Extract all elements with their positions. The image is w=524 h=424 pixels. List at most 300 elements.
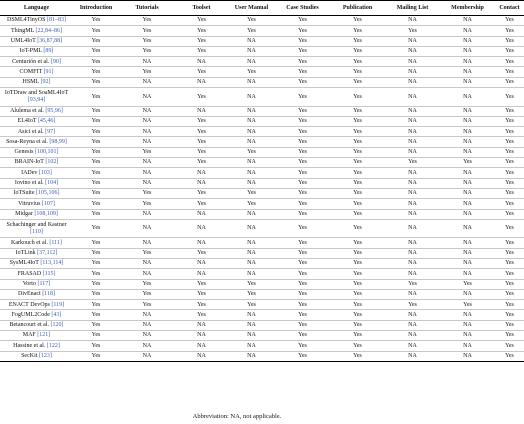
value-cell: NA — [119, 238, 175, 248]
value-cell: NA — [119, 219, 175, 238]
value-cell: NA — [385, 88, 440, 107]
value-cell: Yes — [495, 137, 524, 147]
value-cell: NA — [228, 158, 275, 168]
table-row — [0, 238, 524, 248]
value-cell: NA — [385, 178, 440, 188]
value-cell: Yes — [175, 279, 228, 289]
value-cell: Yes — [330, 26, 385, 36]
value-cell: NA — [385, 77, 440, 87]
value-cell: NA — [440, 341, 495, 351]
value-cell: Yes — [275, 137, 330, 147]
language-cell — [0, 238, 73, 248]
table-row — [0, 147, 524, 157]
language-cell — [0, 320, 73, 330]
language-cell — [0, 67, 73, 77]
table-row — [0, 16, 524, 26]
value-cell: Yes — [440, 158, 495, 168]
value-cell: NA — [385, 46, 440, 56]
value-cell: Yes — [495, 341, 524, 351]
table-row — [0, 209, 524, 219]
value-cell: Yes — [330, 36, 385, 46]
value-cell: NA — [228, 88, 275, 107]
language-name: IoTLink — [15, 250, 36, 257]
citation-link[interactable]: [98,99] — [49, 138, 67, 145]
value-cell: Yes — [228, 26, 275, 36]
language-cell — [0, 116, 73, 126]
value-cell: NA — [440, 168, 495, 178]
value-cell: NA — [119, 209, 175, 219]
value-cell: Yes — [495, 88, 524, 107]
value-cell: NA — [228, 77, 275, 87]
table-row — [0, 46, 524, 56]
language-name: ThingML — [10, 27, 35, 34]
language-cell — [0, 127, 73, 137]
value-cell: Yes — [175, 158, 228, 168]
value-cell: NA — [440, 67, 495, 77]
value-cell: NA — [228, 320, 275, 330]
value-cell: Yes — [119, 36, 175, 46]
value-cell: Yes — [495, 351, 524, 361]
value-cell: NA — [175, 238, 228, 248]
table-footnote: Abbreviation: NA, not applicable. — [192, 413, 282, 420]
value-cell: Yes — [73, 289, 119, 299]
language-name: FRASAD — [17, 270, 42, 277]
language-cell — [0, 341, 73, 351]
value-cell: Yes — [330, 310, 385, 320]
value-cell: NA — [228, 238, 275, 248]
value-cell: NA — [119, 320, 175, 330]
value-cell: Yes — [73, 116, 119, 126]
value-cell: NA — [228, 269, 275, 279]
language-cell — [0, 88, 73, 107]
value-cell: Yes — [330, 289, 385, 299]
citation-link[interactable]: [97] — [45, 128, 56, 135]
value-cell: Yes — [330, 248, 385, 258]
value-cell: Yes — [495, 67, 524, 77]
value-cell: Yes — [330, 147, 385, 157]
language-name: ENACT DevOps — [8, 301, 50, 308]
value-cell: Yes — [330, 116, 385, 126]
value-cell: Yes — [385, 300, 440, 310]
header-language: Language — [0, 1, 73, 16]
value-cell: Yes — [275, 258, 330, 268]
table-row — [0, 26, 524, 36]
value-cell: Yes — [330, 106, 385, 116]
value-cell: Yes — [175, 127, 228, 137]
citation-link[interactable]: [122] — [46, 342, 60, 349]
value-cell: NA — [440, 351, 495, 361]
language-name: SysML4IoT — [9, 260, 39, 267]
value-cell: Yes — [275, 16, 330, 26]
language-cell — [0, 331, 73, 341]
value-cell: Yes — [119, 188, 175, 198]
value-cell: Yes — [385, 279, 440, 289]
value-cell: NA — [440, 137, 495, 147]
value-cell: NA — [440, 238, 495, 248]
language-cell — [0, 77, 73, 87]
language-name: Vitruvius — [18, 200, 41, 207]
table-row — [0, 77, 524, 87]
value-cell: Yes — [73, 341, 119, 351]
value-cell: Yes — [495, 116, 524, 126]
value-cell: NA — [440, 127, 495, 137]
value-cell: Yes — [330, 238, 385, 248]
value-cell: NA — [385, 16, 440, 26]
value-cell: Yes — [440, 279, 495, 289]
value-cell: Yes — [275, 320, 330, 330]
value-cell: Yes — [275, 158, 330, 168]
table-row — [0, 331, 524, 341]
language-cell — [0, 248, 73, 258]
language-name: IoTDraw and SoaML4IoT — [4, 90, 69, 97]
value-cell: NA — [228, 248, 275, 258]
value-cell: NA — [175, 77, 228, 87]
value-cell: Yes — [73, 238, 119, 248]
value-cell: NA — [228, 331, 275, 341]
value-cell: Yes — [73, 36, 119, 46]
value-cell: NA — [385, 219, 440, 238]
value-cell: Yes — [495, 269, 524, 279]
table-row — [0, 289, 524, 299]
table-row — [0, 269, 524, 279]
citation-link[interactable]: [100,101] — [35, 149, 59, 156]
language-cell — [0, 106, 73, 116]
language-cell — [0, 16, 73, 26]
value-cell: Yes — [228, 67, 275, 77]
value-cell: NA — [228, 258, 275, 268]
value-cell: Yes — [330, 219, 385, 238]
value-cell: Yes — [495, 178, 524, 188]
value-cell: Yes — [73, 310, 119, 320]
value-cell: Yes — [73, 258, 119, 268]
value-cell: NA — [385, 341, 440, 351]
citation-link[interactable]: [113,114] — [40, 260, 64, 267]
value-cell: Yes — [495, 258, 524, 268]
language-cell — [0, 147, 73, 157]
value-cell: NA — [175, 258, 228, 268]
value-cell: Yes — [73, 219, 119, 238]
value-cell: Yes — [73, 178, 119, 188]
language-cell — [0, 258, 73, 268]
language-name: Karkouch et al. — [11, 239, 48, 246]
value-cell: NA — [440, 219, 495, 238]
value-cell: Yes — [228, 188, 275, 198]
value-cell: Yes — [73, 269, 119, 279]
value-cell: Yes — [175, 300, 228, 310]
value-cell: NA — [228, 137, 275, 147]
value-cell: Yes — [330, 188, 385, 198]
value-cell: NA — [385, 238, 440, 248]
value-cell: Yes — [495, 310, 524, 320]
table-row — [0, 341, 524, 351]
value-cell: Yes — [495, 16, 524, 26]
value-cell: Yes — [119, 16, 175, 26]
language-cell — [0, 57, 73, 67]
value-cell: Yes — [228, 147, 275, 157]
value-cell: Yes — [330, 67, 385, 77]
citation-link[interactable]: [103] — [38, 169, 52, 176]
header-mailing-list: Mailing List — [385, 1, 440, 16]
value-cell: NA — [119, 77, 175, 87]
value-cell: Yes — [119, 67, 175, 77]
citation-link[interactable]: [121] — [37, 332, 51, 339]
value-cell: NA — [175, 219, 228, 238]
value-cell: Yes — [385, 26, 440, 36]
table-row — [0, 279, 524, 289]
value-cell: Yes — [330, 16, 385, 26]
value-cell: NA — [385, 57, 440, 67]
citation-link[interactable]: [111] — [49, 239, 62, 246]
value-cell: Yes — [495, 320, 524, 330]
value-cell: Yes — [119, 147, 175, 157]
value-cell: NA — [228, 46, 275, 56]
value-cell: Yes — [275, 46, 330, 56]
value-cell: NA — [385, 168, 440, 178]
value-cell: Yes — [175, 46, 228, 56]
language-cell — [0, 137, 73, 147]
value-cell: NA — [440, 258, 495, 268]
value-cell: Yes — [495, 57, 524, 67]
value-cell: Yes — [330, 88, 385, 107]
citation-link[interactable]: [91] — [43, 68, 54, 75]
value-cell: Yes — [495, 46, 524, 56]
header-toolset: Toolset — [175, 1, 228, 16]
value-cell: NA — [385, 127, 440, 137]
value-cell: NA — [440, 106, 495, 116]
citation-link[interactable]: [104] — [45, 180, 59, 187]
value-cell: Yes — [175, 67, 228, 77]
value-cell: Yes — [495, 36, 524, 46]
value-cell: Yes — [275, 331, 330, 341]
header-introduction: Introduction — [73, 1, 119, 16]
table-row — [0, 106, 524, 116]
value-cell: NA — [119, 258, 175, 268]
citation-link[interactable]: [92] — [40, 79, 51, 86]
value-cell: Yes — [330, 351, 385, 361]
table-header-row — [0, 1, 524, 16]
table-row — [0, 310, 524, 320]
value-cell: NA — [119, 331, 175, 341]
value-cell: Yes — [330, 320, 385, 330]
value-cell: Yes — [73, 331, 119, 341]
citation-link[interactable]: [45,46] — [37, 118, 56, 125]
value-cell: NA — [385, 116, 440, 126]
table-row — [0, 199, 524, 209]
language-name: Iovino et al. — [14, 180, 44, 187]
citation-link[interactable]: [118] — [42, 291, 55, 298]
value-cell: NA — [385, 106, 440, 116]
value-cell: Yes — [275, 269, 330, 279]
value-cell: Yes — [175, 248, 228, 258]
value-cell: NA — [440, 320, 495, 330]
value-cell: Yes — [330, 300, 385, 310]
value-cell: Yes — [228, 300, 275, 310]
language-cell — [0, 36, 73, 46]
value-cell: Yes — [119, 300, 175, 310]
value-cell: Yes — [495, 77, 524, 87]
value-cell: NA — [175, 57, 228, 67]
value-cell: Yes — [73, 158, 119, 168]
value-cell: Yes — [73, 147, 119, 157]
citation-link[interactable]: [102] — [45, 159, 59, 166]
citation-link[interactable]: [43] — [51, 311, 62, 318]
citation-link[interactable]: [117] — [37, 280, 51, 287]
citation-link[interactable]: [90] — [50, 58, 61, 65]
table-row — [0, 248, 524, 258]
language-name: UML4IoT — [10, 37, 36, 44]
value-cell: Yes — [119, 46, 175, 56]
value-cell: Yes — [275, 289, 330, 299]
citation-link[interactable]: [37,112] — [37, 250, 58, 257]
table-row — [0, 178, 524, 188]
header-publication: Publication — [330, 1, 385, 16]
value-cell: NA — [119, 57, 175, 67]
citation-link[interactable]: [120] — [50, 322, 64, 329]
value-cell: NA — [175, 331, 228, 341]
value-cell: NA — [228, 106, 275, 116]
value-cell: NA — [119, 310, 175, 320]
value-cell: NA — [119, 158, 175, 168]
value-cell: Yes — [275, 26, 330, 36]
language-cell — [0, 46, 73, 56]
value-cell: Yes — [330, 46, 385, 56]
language-name: Midgar — [15, 210, 33, 217]
value-cell: NA — [385, 320, 440, 330]
table-body — [0, 16, 524, 362]
language-name: Schachinger and Kastner — [6, 222, 67, 229]
language-name: Vorto — [22, 280, 36, 287]
value-cell: Yes — [73, 106, 119, 116]
value-cell: Yes — [73, 188, 119, 198]
value-cell: Yes — [495, 238, 524, 248]
language-name: DivEnact — [18, 291, 41, 298]
language-cell — [0, 209, 73, 219]
language-cell — [0, 300, 73, 310]
language-cell — [0, 219, 73, 238]
value-cell: NA — [440, 77, 495, 87]
citation-link[interactable]: [36,87,88] — [37, 37, 63, 44]
value-cell: Yes — [330, 331, 385, 341]
value-cell: Yes — [175, 289, 228, 299]
value-cell: Yes — [495, 219, 524, 238]
table-row — [0, 88, 524, 107]
table-row — [0, 158, 524, 168]
citation-link[interactable]: [105,106] — [36, 190, 60, 197]
value-cell: Yes — [175, 147, 228, 157]
citation-link[interactable]: [110] — [30, 228, 43, 235]
value-cell: Yes — [275, 147, 330, 157]
value-cell: Yes — [73, 209, 119, 219]
citation-link[interactable]: [107] — [41, 200, 55, 207]
language-cell — [0, 188, 73, 198]
language-cell — [0, 158, 73, 168]
header-user-manual: User Manual — [228, 1, 275, 16]
value-cell: NA — [440, 88, 495, 107]
value-cell: NA — [440, 248, 495, 258]
value-cell: Yes — [73, 88, 119, 107]
value-cell: Yes — [330, 137, 385, 147]
value-cell: Yes — [495, 158, 524, 168]
value-cell: NA — [119, 178, 175, 188]
value-cell: NA — [119, 116, 175, 126]
language-cell — [0, 351, 73, 361]
citation-link[interactable]: [81–83] — [46, 17, 66, 24]
value-cell: Yes — [73, 46, 119, 56]
value-cell: Yes — [275, 88, 330, 107]
citation-link[interactable]: [93,94] — [27, 96, 46, 103]
citation-link[interactable]: [95,96] — [45, 107, 63, 114]
value-cell: Yes — [175, 16, 228, 26]
value-cell: Yes — [275, 57, 330, 67]
value-cell: Yes — [275, 199, 330, 209]
citation-link[interactable]: [123] — [38, 353, 52, 359]
citation-link[interactable]: [89] — [43, 48, 54, 55]
value-cell: NA — [385, 36, 440, 46]
value-cell: NA — [385, 310, 440, 320]
value-cell: NA — [440, 26, 495, 36]
language-name: COMFIT — [19, 68, 43, 75]
language-name: IoT-PML — [19, 48, 42, 55]
value-cell: NA — [440, 199, 495, 209]
table-row — [0, 127, 524, 137]
value-cell: Yes — [330, 178, 385, 188]
language-name: SecKit — [21, 353, 38, 359]
value-cell: Yes — [275, 67, 330, 77]
value-cell: Yes — [275, 168, 330, 178]
table-row — [0, 258, 524, 268]
value-cell: Yes — [495, 106, 524, 116]
value-cell: Yes — [330, 57, 385, 67]
value-cell: NA — [228, 178, 275, 188]
citation-link[interactable]: [22,84–86] — [35, 27, 63, 34]
value-cell: NA — [440, 16, 495, 26]
value-cell: NA — [440, 57, 495, 67]
value-cell: NA — [440, 178, 495, 188]
value-cell: NA — [175, 209, 228, 219]
value-cell: Yes — [495, 147, 524, 157]
value-cell: NA — [119, 137, 175, 147]
value-cell: NA — [175, 320, 228, 330]
header-contact: Contact — [495, 1, 524, 16]
value-cell: Yes — [175, 137, 228, 147]
value-cell: NA — [228, 57, 275, 67]
value-cell: NA — [228, 168, 275, 178]
language-name: IADev — [21, 169, 38, 176]
value-cell: NA — [440, 147, 495, 157]
value-cell: Yes — [495, 168, 524, 178]
value-cell: Yes — [275, 351, 330, 361]
value-cell: NA — [385, 209, 440, 219]
value-cell: NA — [440, 310, 495, 320]
value-cell: Yes — [495, 127, 524, 137]
value-cell: Yes — [73, 57, 119, 67]
value-cell: NA — [385, 248, 440, 258]
citation-link[interactable]: [119] — [51, 301, 65, 308]
value-cell: Yes — [385, 158, 440, 168]
citation-link[interactable]: [108,109] — [34, 210, 58, 217]
language-name: Alulema et al. — [10, 107, 44, 114]
citation-link[interactable]: [115] — [42, 270, 56, 277]
value-cell: Yes — [73, 26, 119, 36]
value-cell: NA — [228, 116, 275, 126]
value-cell: Yes — [119, 26, 175, 36]
language-cell — [0, 168, 73, 178]
value-cell: Yes — [119, 248, 175, 258]
header-membership: Membership — [440, 1, 495, 16]
value-cell: NA — [440, 46, 495, 56]
table-row — [0, 168, 524, 178]
value-cell: Yes — [330, 258, 385, 268]
